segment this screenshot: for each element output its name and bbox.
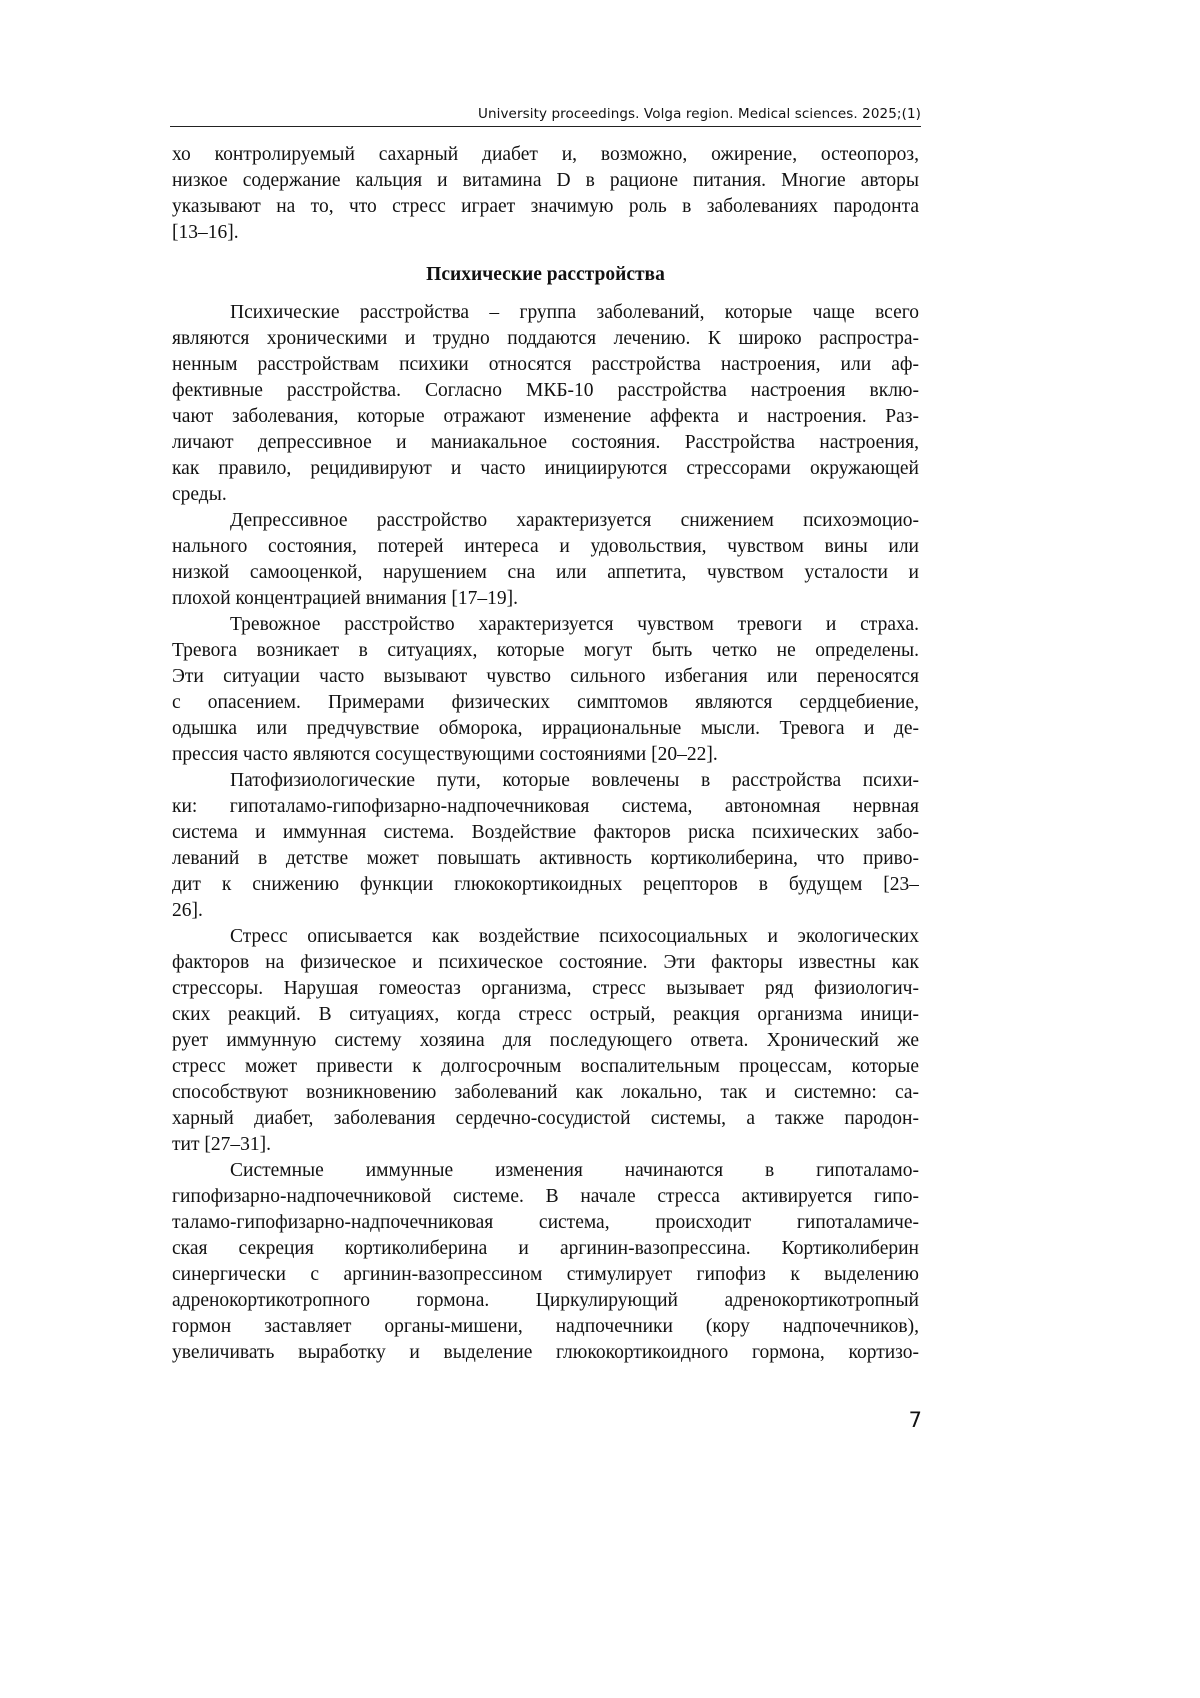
paragraph-1 <box>172 300 919 508</box>
text-line: таламо-гипофизарно-надпочечниковая система, происходит гипоталамиче- <box>172 1212 919 1233</box>
text-line: ских реакций. В ситуациях, когда стресс острый, реакция организма иници- <box>172 1004 919 1025</box>
running-head-text: University proceedings. Volga region. Medical sciences. 2025;(1) <box>477 106 921 122</box>
page-number: 7 <box>908 1408 922 1432</box>
text-line: чают заболевания, которые отражают изменение аффекта и настроения. Раз- <box>172 406 919 427</box>
text-line: указывают на то, что стресс играет значимую роль в заболеваниях пародонта <box>172 196 919 217</box>
text-line: личают депрессивное и маниакальное состояния. Расстройства настроения, <box>172 432 919 453</box>
text-line: нального состояния, потерей интереса и удовольствия, чувством вины или <box>172 536 919 557</box>
text-line: одышка или предчувствие обморока, иррациональные мысли. Тревога и де- <box>172 718 919 739</box>
text-line: ская секреция кортиколиберина и аргинин-вазопрессина. Кортиколиберин <box>172 1238 919 1259</box>
text-line: тит [27–31]. <box>172 1134 271 1155</box>
text-line: способствуют возникновению заболеваний как локально, так и системно: са- <box>172 1082 919 1103</box>
text-line: стрессоры. Нарушая гомеостаз организма, стресс вызывает ряд физиологич- <box>172 978 919 999</box>
text-line: Системные иммунные изменения начинаются в гипоталамо- <box>230 1160 919 1181</box>
text-line: Стресс описывается как воздействие психосоциальных и экологических <box>230 926 919 947</box>
text-line: факторов на физическое и психическое состояние. Эти факторы известны как <box>172 952 919 973</box>
text-line: харный диабет, заболевания сердечно-сосудистой системы, а также пародон- <box>172 1108 919 1129</box>
text-line: гормон заставляет органы-мишени, надпочечники (кору надпочечников), <box>172 1316 919 1337</box>
text-line: адренокортикотропного гормона. Циркулирующий адренокортикотропный <box>172 1290 919 1311</box>
text-line: ненным расстройствам психики относятся расстройства настроения, или аф- <box>172 354 919 375</box>
text-line: фективные расстройства. Согласно МКБ-10 расстройства настроения вклю- <box>172 380 919 401</box>
text-line: синергически с аргинин-вазопрессином стимулирует гипофиз к выделению <box>172 1264 919 1285</box>
text-line: Депрессивное расстройство характеризуется снижением психоэмоцио- <box>230 510 919 531</box>
paragraph-5 <box>172 924 919 1158</box>
paragraph-2 <box>172 508 919 612</box>
text-line: Тревога возникает в ситуациях, которые могут быть четко не определены. <box>172 640 919 661</box>
text-line: Психические расстройства – группа заболеваний, которые чаще всего <box>230 302 919 323</box>
text-line: леваний в детстве может повышать активность кортиколиберина, что приво- <box>172 848 919 869</box>
text-line: среды. <box>172 484 227 505</box>
text-line: Тревожное расстройство характеризуется чувством тревоги и страха. <box>230 614 919 635</box>
text-line: дит к снижению функции глюкокортикоидных рецепторов в будущем [23– <box>172 874 919 895</box>
paragraph-6 <box>172 1158 919 1366</box>
text-line: Патофизиологические пути, которые вовлечены в расстройства психи- <box>230 770 919 791</box>
text-line: рует иммунную систему хозяина для последующего ответа. Хронический же <box>172 1030 919 1051</box>
paragraph-3 <box>172 612 919 768</box>
text-line: Эти ситуации часто вызывают чувство сильного избегания или переносятся <box>172 666 919 687</box>
text-line: [13–16]. <box>172 222 239 243</box>
text-line: система и иммунная система. Воздействие факторов риска психических забо- <box>172 822 919 843</box>
text-line: являются хроническими и трудно поддаются лечению. К широко распростра- <box>172 328 919 349</box>
running-head <box>170 100 921 127</box>
text-line: 26]. <box>172 900 203 921</box>
text-line: с опасением. Примерами физических симптомов являются сердцебиение, <box>172 692 919 713</box>
text-line: низкое содержание кальция и витамина D в рационе питания. Многие авторы <box>172 170 919 191</box>
text-line: прессия часто являются сосуществующими состояниями [20–22]. <box>172 744 718 765</box>
article-body <box>172 142 919 1366</box>
paragraph-0 <box>172 142 919 246</box>
text-line: стресс может привести к долгосрочным воспалительным процессам, которые <box>172 1056 919 1077</box>
text-line: как правило, рецидивируют и часто инициируются стрессорами окружающей <box>172 458 919 479</box>
section-heading: Психические расстройства <box>426 264 665 285</box>
text-line: гипофизарно-надпочечниковой системе. В начале стресса активируется гипо- <box>172 1186 919 1207</box>
text-line: ки: гипоталамо-гипофизарно-надпочечниковая система, автономная нервная <box>172 796 919 817</box>
text-line: низкой самооценкой, нарушением сна или аппетита, чувством усталости и <box>172 562 919 583</box>
text-line: увеличивать выработку и выделение глюкокортикоидного гормона, кортизо- <box>172 1342 919 1363</box>
text-line: плохой концентрацией внимания [17–19]. <box>172 588 518 609</box>
paragraph-4 <box>172 768 919 924</box>
text-line: хо контролируемый сахарный диабет и, возможно, ожирение, остеопороз, <box>172 144 919 165</box>
